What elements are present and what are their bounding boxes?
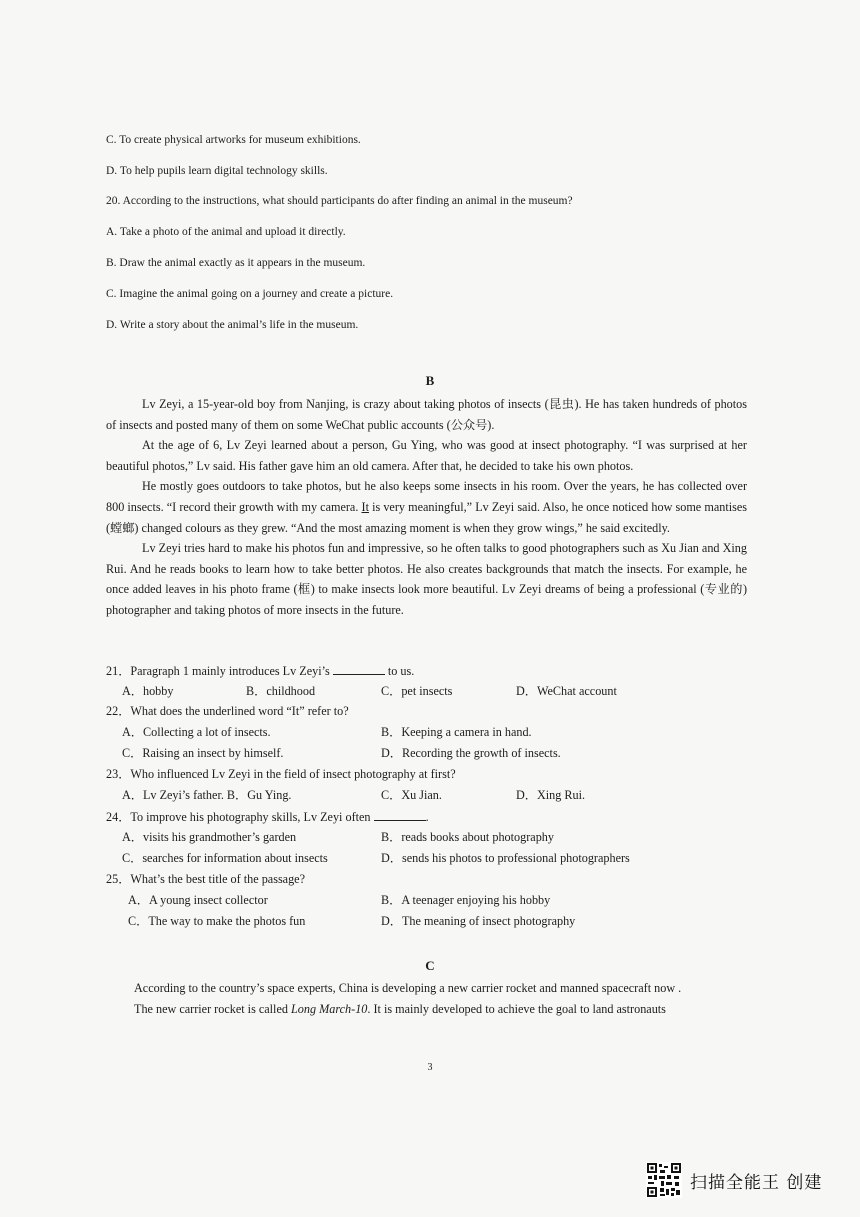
- q24-option-c: C．searches for information about insects: [122, 851, 328, 865]
- passage-c-paragraph-1: According to the country’s space experts, China is developing a new carrier rocket and manned spacecraft now .: [134, 981, 682, 995]
- rocket-name: Long March-10: [291, 1001, 368, 1016]
- scanner-watermark: [646, 1162, 822, 1198]
- answer-blank: [374, 809, 426, 821]
- passage-b: [106, 394, 747, 621]
- q21-option-a: A．hobby: [122, 684, 174, 698]
- q25-option-a: A．A young insect collector: [128, 893, 268, 907]
- q20-option-a: A. Take a photo of the animal and upload it directly.: [106, 226, 346, 238]
- q20-option-c: C. Imagine the animal going on a journey and create a picture.: [106, 288, 394, 300]
- question-21: [106, 663, 414, 679]
- underlined-word-it: It: [361, 499, 369, 514]
- p3-text-end: is very meaningful,” Lv Zeyi said. Also, he once noticed how some mantises (螳螂) changed colours as they grew. “And the most amazing moment is when they grow wings,” he said excitedly.: [106, 499, 747, 535]
- q22-option-c: C．Raising an insect by himself.: [122, 746, 284, 760]
- section-c-heading: C: [425, 958, 435, 973]
- q20-option-d: D. Write a story about the animal’s life in the museum.: [106, 319, 359, 331]
- passage-b-paragraph-3: [106, 476, 747, 538]
- question-23: 23．Who influenced Lv Zeyi in the field of insect photography at first?: [106, 767, 456, 781]
- p2-text-end: . It is mainly developed to achieve the goal to land astronauts: [367, 1001, 666, 1016]
- passage-b-paragraph-4: Lv Zeyi tries hard to make his photos fun and impressive, so he often talks to good photographers such as Xu Jian and Xing Rui. And he reads books to learn how to take better photos. He also creates backgrounds that match the insects. For example, he once added leaves in his photo frame (框) to make insects look more beautiful. Lv Zeyi dreams of being a professional (专业的) photographer and taking photos of more insects in the future.: [106, 541, 747, 617]
- q24-option-a: A．visits his grandmother’s garden: [122, 830, 297, 844]
- q24-option-d: D．sends his photos to professional photographers: [381, 851, 630, 865]
- q25-option-b: B．A teenager enjoying his hobby: [381, 893, 551, 907]
- q21-option-b: B．childhood: [246, 684, 316, 698]
- q24-stem: 24．To improve his photography skills, Lv Zeyi often: [106, 810, 371, 824]
- p3-text-start: He mostly goes outdoors to take photos, but he also keeps some insects in his room. Over the years, he has collected over 800 insects. “I record their growth with my camera.: [106, 479, 747, 514]
- qr-code-icon: [646, 1162, 682, 1198]
- question-20: 20. According to the instructions, what should participants do after finding an animal in the museum?: [106, 195, 573, 207]
- page-number: 3: [427, 1062, 433, 1073]
- p2-text-start: The new carrier rocket is called: [134, 1001, 291, 1016]
- q21-option-c: C．pet insects: [381, 684, 453, 698]
- question-24: [106, 809, 429, 825]
- q23-option-ab: A．Lv Zeyi’s father. B．Gu Ying.: [122, 788, 292, 802]
- passage-c: [106, 978, 747, 1019]
- q21-stem: 21．Paragraph 1 mainly introduces Lv Zeyi’s: [106, 664, 330, 678]
- q25-option-d: D．The meaning of insect photography: [381, 914, 576, 928]
- q24-stem-end: .: [425, 810, 429, 824]
- passage-b-paragraph-2: At the age of 6, Lv Zeyi learned about a person, Gu Ying, who was good at insect photography. “I was surprised at her beautiful photos,” Lv said. His father gave him an old camera. After that, he decided to take his own photos.: [106, 438, 747, 473]
- q21-stem-end: to us.: [384, 664, 415, 678]
- q21-option-d: D．WeChat account: [516, 684, 617, 698]
- watermark-text: 扫描全能王 创建: [690, 1172, 823, 1193]
- q24-option-b: B．reads books about photography: [381, 830, 554, 844]
- passage-b-paragraph-1: Lv Zeyi, a 15-year-old boy from Nanjing, is crazy about taking photos of insects (昆虫). He has taken hundreds of photos of insects and posted many of them on some WeChat public accounts (公众号).: [106, 397, 747, 432]
- q22-option-b: B．Keeping a camera in hand.: [381, 725, 532, 739]
- question-25: 25．What’s the best title of the passage?: [106, 872, 306, 886]
- q22-option-a: A．Collecting a lot of insects.: [122, 725, 271, 739]
- prev-option-c: C. To create physical artworks for museum exhibitions.: [106, 134, 361, 146]
- q20-option-b: B. Draw the animal exactly as it appears in the museum.: [106, 257, 366, 269]
- q23-option-c: C．Xu Jian.: [381, 788, 442, 802]
- question-22: 22．What does the underlined word “It” refer to?: [106, 704, 349, 718]
- section-b-heading: B: [425, 373, 435, 388]
- answer-blank: [333, 663, 385, 675]
- q23-option-d: D．Xing Rui.: [516, 788, 586, 802]
- q22-option-d: D．Recording the growth of insects.: [381, 746, 561, 760]
- q25-option-c: C．The way to make the photos fun: [128, 914, 306, 928]
- prev-option-d: D. To help pupils learn digital technology skills.: [106, 165, 328, 177]
- passage-c-paragraph-2: [106, 999, 747, 1020]
